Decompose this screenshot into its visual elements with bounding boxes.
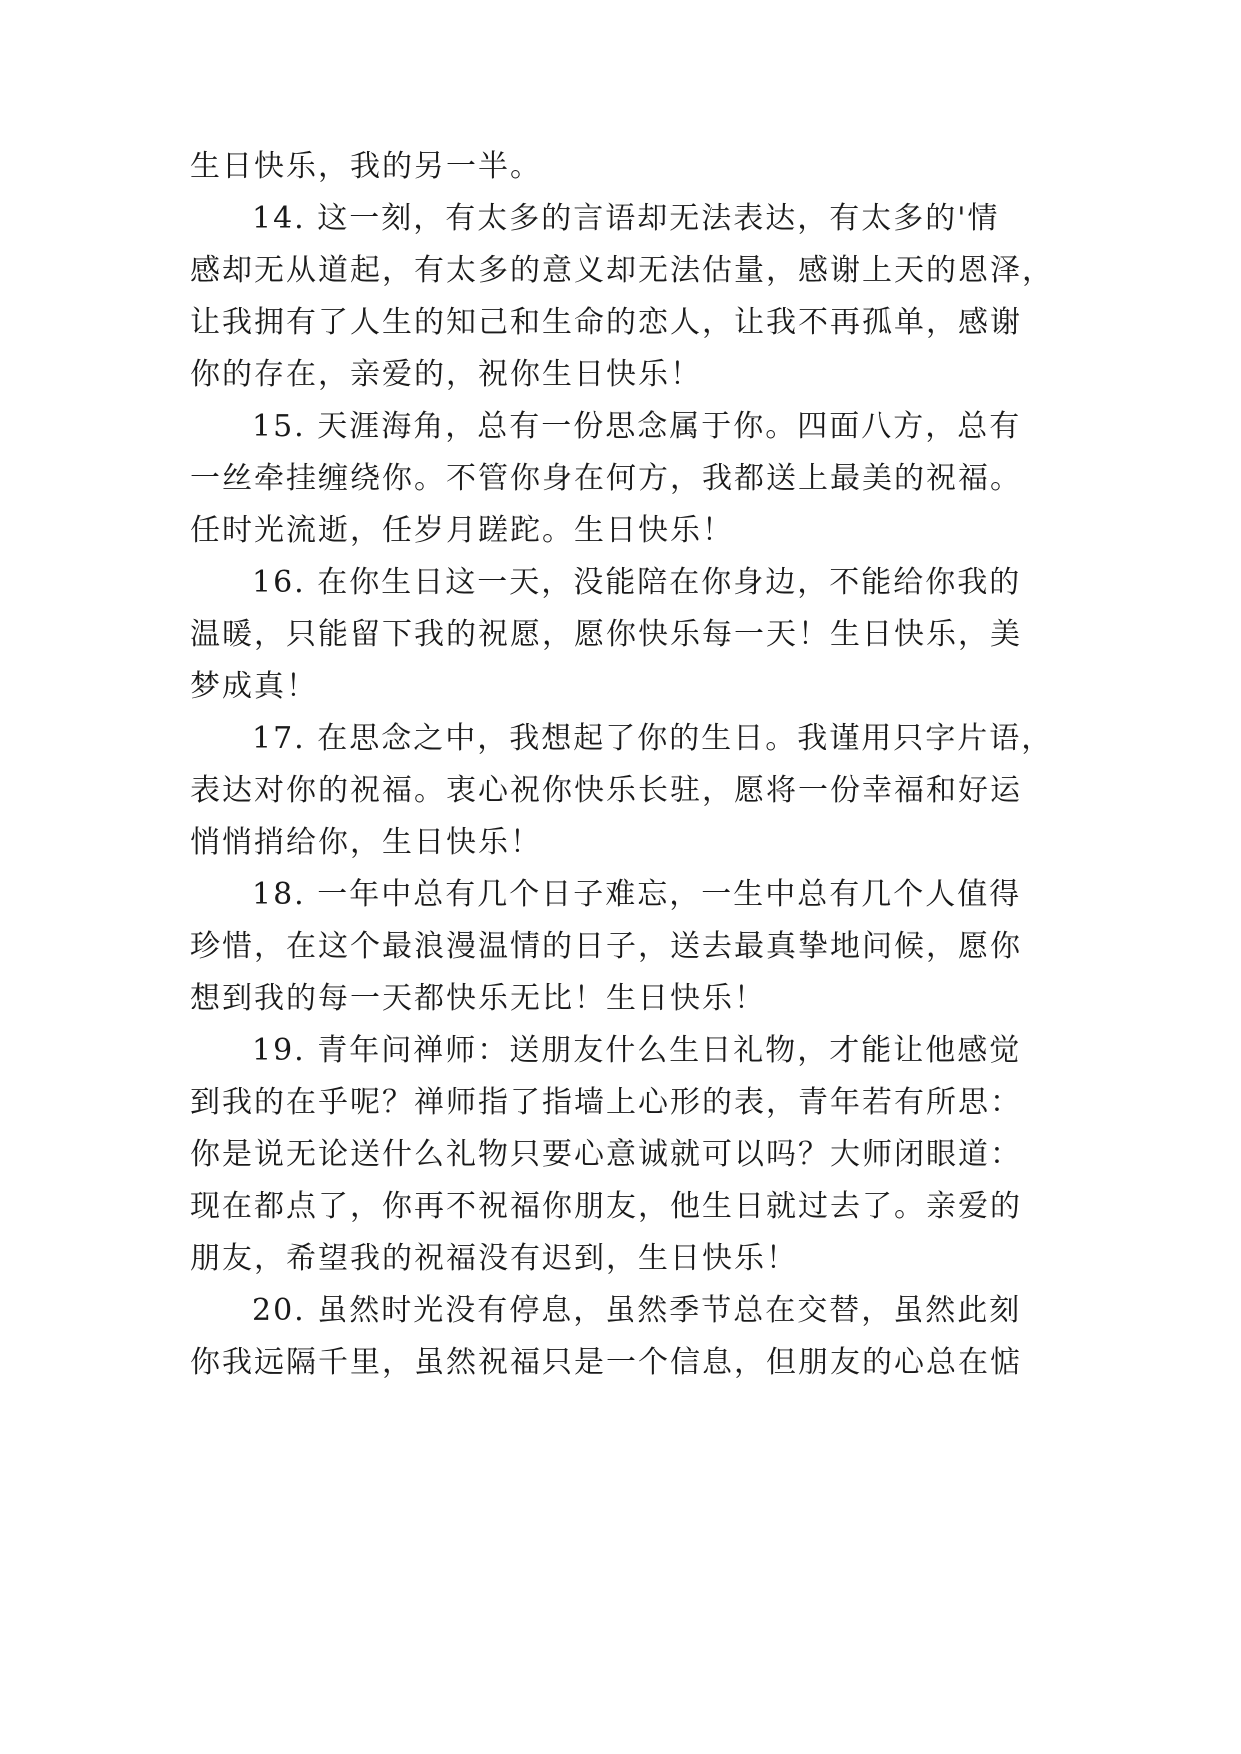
text-line: 朋友，希望我的祝福没有迟到，生日快乐！ — [190, 1241, 798, 1276]
text-line: 悄悄捎给你，生日快乐！ — [190, 825, 542, 860]
text-line: 到我的在乎呢？禅师指了指墙上心形的表，青年若有所思： — [190, 1085, 1022, 1120]
text-line: 任时光流逝，任岁月蹉跎。生日快乐！ — [190, 513, 734, 548]
text-line: 生日快乐，我的另一半。 — [190, 149, 542, 184]
text-line: 让我拥有了人生的知己和生命的恋人，让我不再孤单，感谢 — [190, 305, 1022, 340]
text-line: 珍惜，在这个最浪漫温情的日子，送去最真挚地问候，愿你 — [190, 929, 1022, 964]
text-line: 15. 天涯海角，总有一份思念属于你。四面八方，总有 — [252, 409, 1022, 444]
text-line: 一丝牵挂缠绕你。不管你身在何方，我都送上最美的祝福。 — [190, 461, 1022, 496]
text-line: 16. 在你生日这一天，没能陪在你身边，不能给你我的 — [252, 565, 1022, 600]
text-line: 感却无从道起，有太多的意义却无法估量，感谢上天的恩泽， — [190, 253, 1054, 288]
text-line: 14. 这一刻，有太多的言语却无法表达，有太多的'情 — [252, 201, 1000, 236]
text-line: 17. 在思念之中，我想起了你的生日。我谨用只字片语， — [252, 721, 1054, 756]
text-line: 20. 虽然时光没有停息，虽然季节总在交替，虽然此刻 — [252, 1293, 1022, 1328]
text-line: 表达对你的祝福。衷心祝你快乐长驻，愿将一份幸福和好运 — [190, 773, 1022, 808]
text-line: 你是说无论送什么礼物只要心意诚就可以吗？大师闭眼道： — [190, 1137, 1022, 1172]
text-line: 想到我的每一天都快乐无比！生日快乐！ — [190, 981, 766, 1016]
text-line: 梦成真！ — [190, 669, 318, 704]
text-line: 温暖，只能留下我的祝愿，愿你快乐每一天！生日快乐，美 — [190, 617, 1022, 652]
text-line: 18. 一年中总有几个日子难忘，一生中总有几个人值得 — [252, 877, 1022, 912]
text-line: 现在都点了，你再不祝福你朋友，他生日就过去了。亲爱的 — [190, 1189, 1022, 1224]
text-line: 19. 青年问禅师：送朋友什么生日礼物，才能让他感觉 — [252, 1033, 1022, 1068]
text-line: 你的存在，亲爱的，祝你生日快乐！ — [190, 357, 702, 392]
text-line: 你我远隔千里，虽然祝福只是一个信息，但朋友的心总在惦 — [190, 1345, 1022, 1380]
